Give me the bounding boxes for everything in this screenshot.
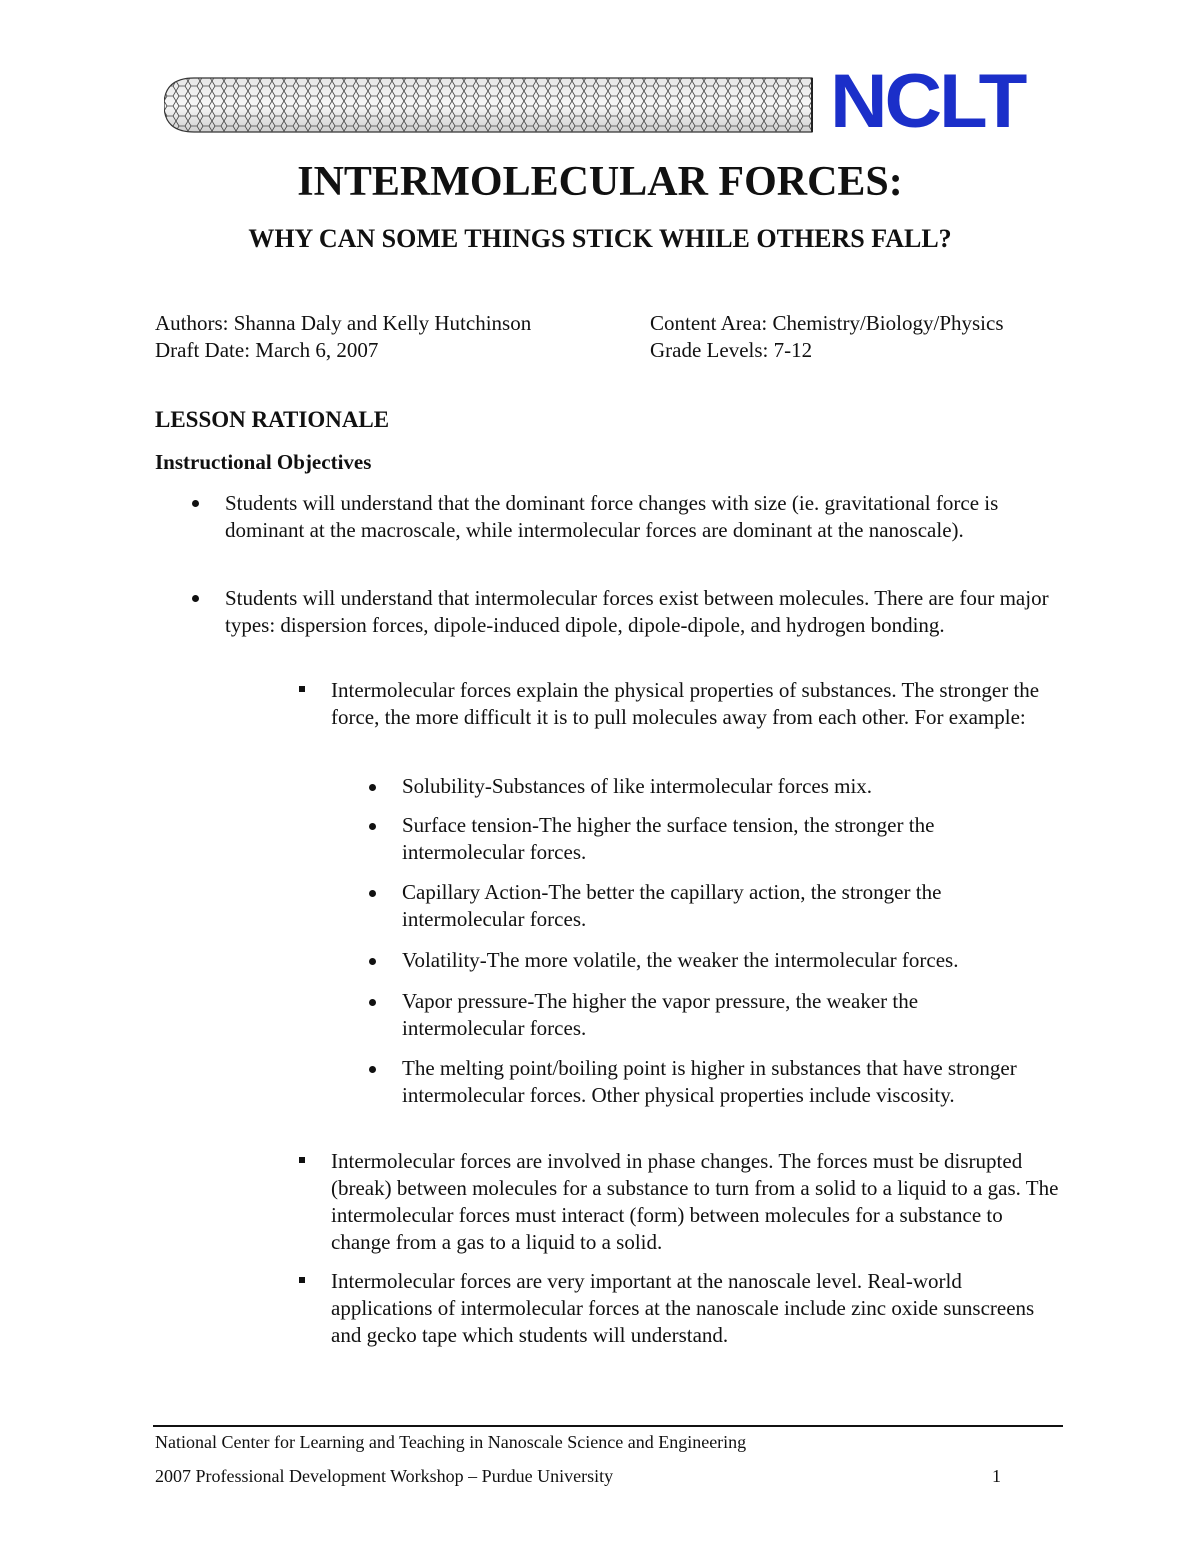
section-heading: LESSON RATIONALE xyxy=(155,407,390,432)
square-bullet-icon xyxy=(299,686,305,692)
sub-point-item: Intermolecular forces are very important at the nanoscale level. Real-world applications of intermolecular forces at the nanoscale include zinc oxide sunscreens and gecko tape which students will understand. xyxy=(331,1269,1035,1347)
square-bullet-icon xyxy=(299,1157,305,1163)
sub-point-item: Intermolecular forces are involved in phase changes. The forces must be disrupted (break) between molecules for a substance to turn from a solid to a liquid to a gas. The intermolecular forces must interact (form) between molecules for a substance to change from a gas to a liquid to a solid. xyxy=(331,1149,1059,1254)
meta-right xyxy=(650,310,1004,364)
footer-org: National Center for Learning and Teaching in Nanoscale Science and Engineering xyxy=(155,1432,747,1452)
bullet-icon xyxy=(192,595,199,602)
example-item: Solubility-Substances of like intermolecular forces mix. xyxy=(402,774,873,798)
example-item: The melting point/boiling point is higher in substances that have stronger intermolecular forces. Other physical properties include viscosity. xyxy=(402,1056,1017,1107)
square-bullet-icon xyxy=(299,1277,305,1283)
bullet-icon xyxy=(369,784,376,791)
nclt-logo: NCLT xyxy=(830,59,1025,144)
document-title: INTERMOLECULAR FORCES: xyxy=(297,159,903,205)
example-item: Capillary Action-The better the capillary action, the stronger the intermolecular forces. xyxy=(402,880,942,931)
example-item: Vapor pressure-The higher the vapor pressure, the weaker the intermolecular forces. xyxy=(402,989,919,1040)
objective-item: Students will understand that intermolecular forces exist between molecules. There are four major types: dispersion forces, dipole-induced dipole, dipole-dipole, and hydrogen bonding. xyxy=(225,586,1049,637)
page-number: 1 xyxy=(992,1466,1001,1486)
example-item: Volatility-The more volatile, the weaker the intermolecular forces. xyxy=(402,948,959,972)
meta-left xyxy=(155,310,531,364)
footer-event: 2007 Professional Development Workshop – Purdue University xyxy=(155,1466,614,1486)
bullet-icon xyxy=(369,823,376,830)
objective-item: Students will understand that the dominant force changes with size (ie. gravitational force is dominant at the macroscale, while intermolecular forces are dominant at the nanoscale). xyxy=(225,491,999,542)
bullet-icon xyxy=(369,999,376,1006)
bullet-icon xyxy=(192,500,199,507)
subsection-heading: Instructional Objectives xyxy=(155,450,372,474)
authors: Authors: Shanna Daly and Kelly Hutchinson xyxy=(155,311,532,335)
bullet-icon xyxy=(369,1066,376,1073)
draft-date: Draft Date: March 6, 2007 xyxy=(155,338,379,362)
example-item: Surface tension-The higher the surface tension, the stronger the intermolecular forces. xyxy=(402,813,935,864)
nanotube-icon xyxy=(164,76,814,134)
document-subtitle: WHY CAN SOME THINGS STICK WHILE OTHERS FALL? xyxy=(248,224,952,253)
sub-point-item: Intermolecular forces explain the physical properties of substances. The stronger the force, the more difficult it is to pull molecules away from each other. For example: xyxy=(331,678,1040,729)
footer-divider xyxy=(153,1425,1063,1427)
bullet-icon xyxy=(369,958,376,965)
grade-levels: Grade Levels: 7-12 xyxy=(650,338,813,362)
bullet-icon xyxy=(369,890,376,897)
content-area: Content Area: Chemistry/Biology/Physics xyxy=(650,311,1004,335)
document-header xyxy=(160,59,1025,144)
